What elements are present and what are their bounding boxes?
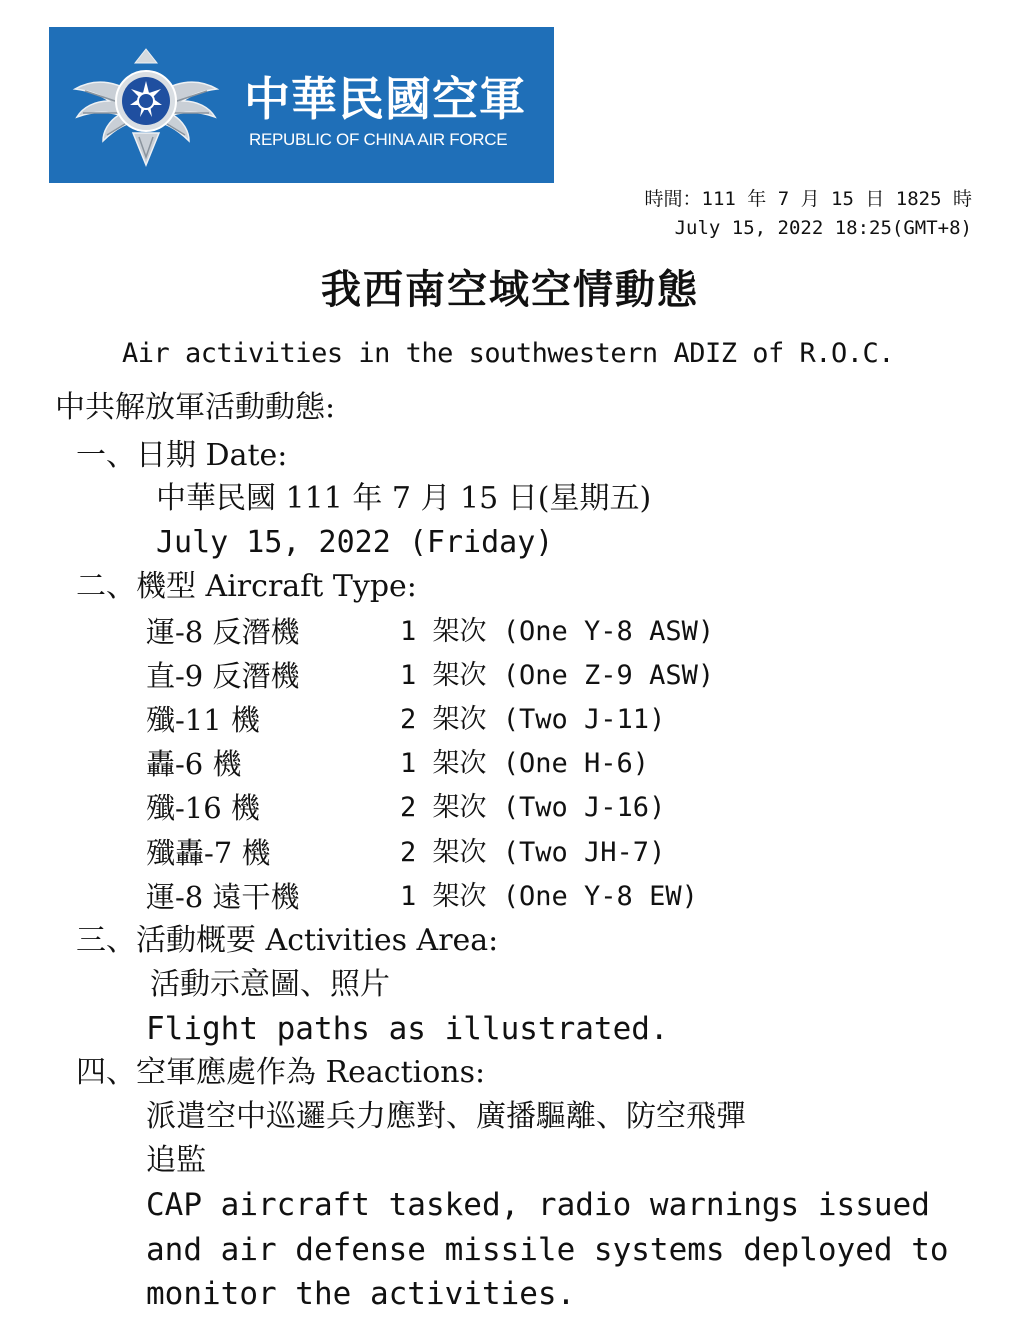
section-aircraft-heading: 二、機型 Aircraft Type: xyxy=(76,569,417,604)
reactions-en-line3: monitor the activities. xyxy=(146,1276,576,1312)
aircraft-name: 轟-6 機 xyxy=(146,747,242,781)
intro-heading: 中共解放軍活動動態: xyxy=(55,390,336,425)
air-force-emblem-icon xyxy=(71,41,221,169)
aircraft-name: 運-8 反潛機 xyxy=(146,615,300,649)
section-activities-heading: 三、活動概要 Activities Area: xyxy=(76,923,499,958)
date-en: July 15, 2022 (Friday) xyxy=(156,525,554,560)
aircraft-name: 直-9 反潛機 xyxy=(146,659,300,693)
section-reactions-heading: 四、空軍應處作為 Reactions: xyxy=(76,1055,486,1090)
aircraft-count: 1 架次 (One Z-9 ASW) xyxy=(400,660,715,691)
page-title-en: Air activities in the southwestern ADIZ of R.O.C. xyxy=(122,338,895,369)
activities-zh: 活動示意圖、照片 xyxy=(150,967,390,1002)
aircraft-name: 殲-16 機 xyxy=(146,791,260,825)
aircraft-name: 運-8 遠干機 xyxy=(146,880,300,914)
aircraft-count: 1 架次 (One Y-8 ASW) xyxy=(400,616,715,647)
page-title-zh: 我西南空域空情動態 xyxy=(321,267,699,313)
activities-en: Flight paths as illustrated. xyxy=(146,1011,669,1047)
banner-subtitle: REPUBLIC OF CHINA AIR FORCE xyxy=(249,130,508,149)
timestamp-zh: 時間：111 年 7 月 15 日 1825 時 xyxy=(644,188,972,210)
reactions-en-line2: and air defense missile systems deployed to xyxy=(146,1232,949,1268)
aircraft-count: 2 架次 (Two J-11) xyxy=(400,704,666,735)
aircraft-count: 1 架次 (One H-6) xyxy=(400,748,650,779)
aircraft-count: 2 架次 (Two J-16) xyxy=(400,792,666,823)
reactions-zh-line1: 派遣空中巡邏兵力應對、廣播驅離、防空飛彈 xyxy=(146,1099,746,1134)
section-date-heading: 一、日期 Date: xyxy=(76,438,288,473)
timestamp-en: July 15, 2022 18:25(GMT+8) xyxy=(674,217,972,239)
timestamp xyxy=(645,185,972,243)
aircraft-name: 殲-11 機 xyxy=(146,703,260,737)
aircraft-name: 殲轟-7 機 xyxy=(146,836,271,870)
air-force-banner xyxy=(49,27,554,183)
reactions-zh-line2: 追監 xyxy=(146,1143,206,1178)
date-zh: 中華民國 111 年 7 月 15 日(星期五) xyxy=(156,481,652,516)
reactions-en-line1: CAP aircraft tasked, radio warnings issued xyxy=(146,1187,930,1223)
aircraft-count: 2 架次 (Two JH-7) xyxy=(400,837,666,868)
aircraft-count: 1 架次 (One Y-8 EW) xyxy=(400,881,698,912)
banner-title: 中華民國空軍 xyxy=(244,72,526,126)
